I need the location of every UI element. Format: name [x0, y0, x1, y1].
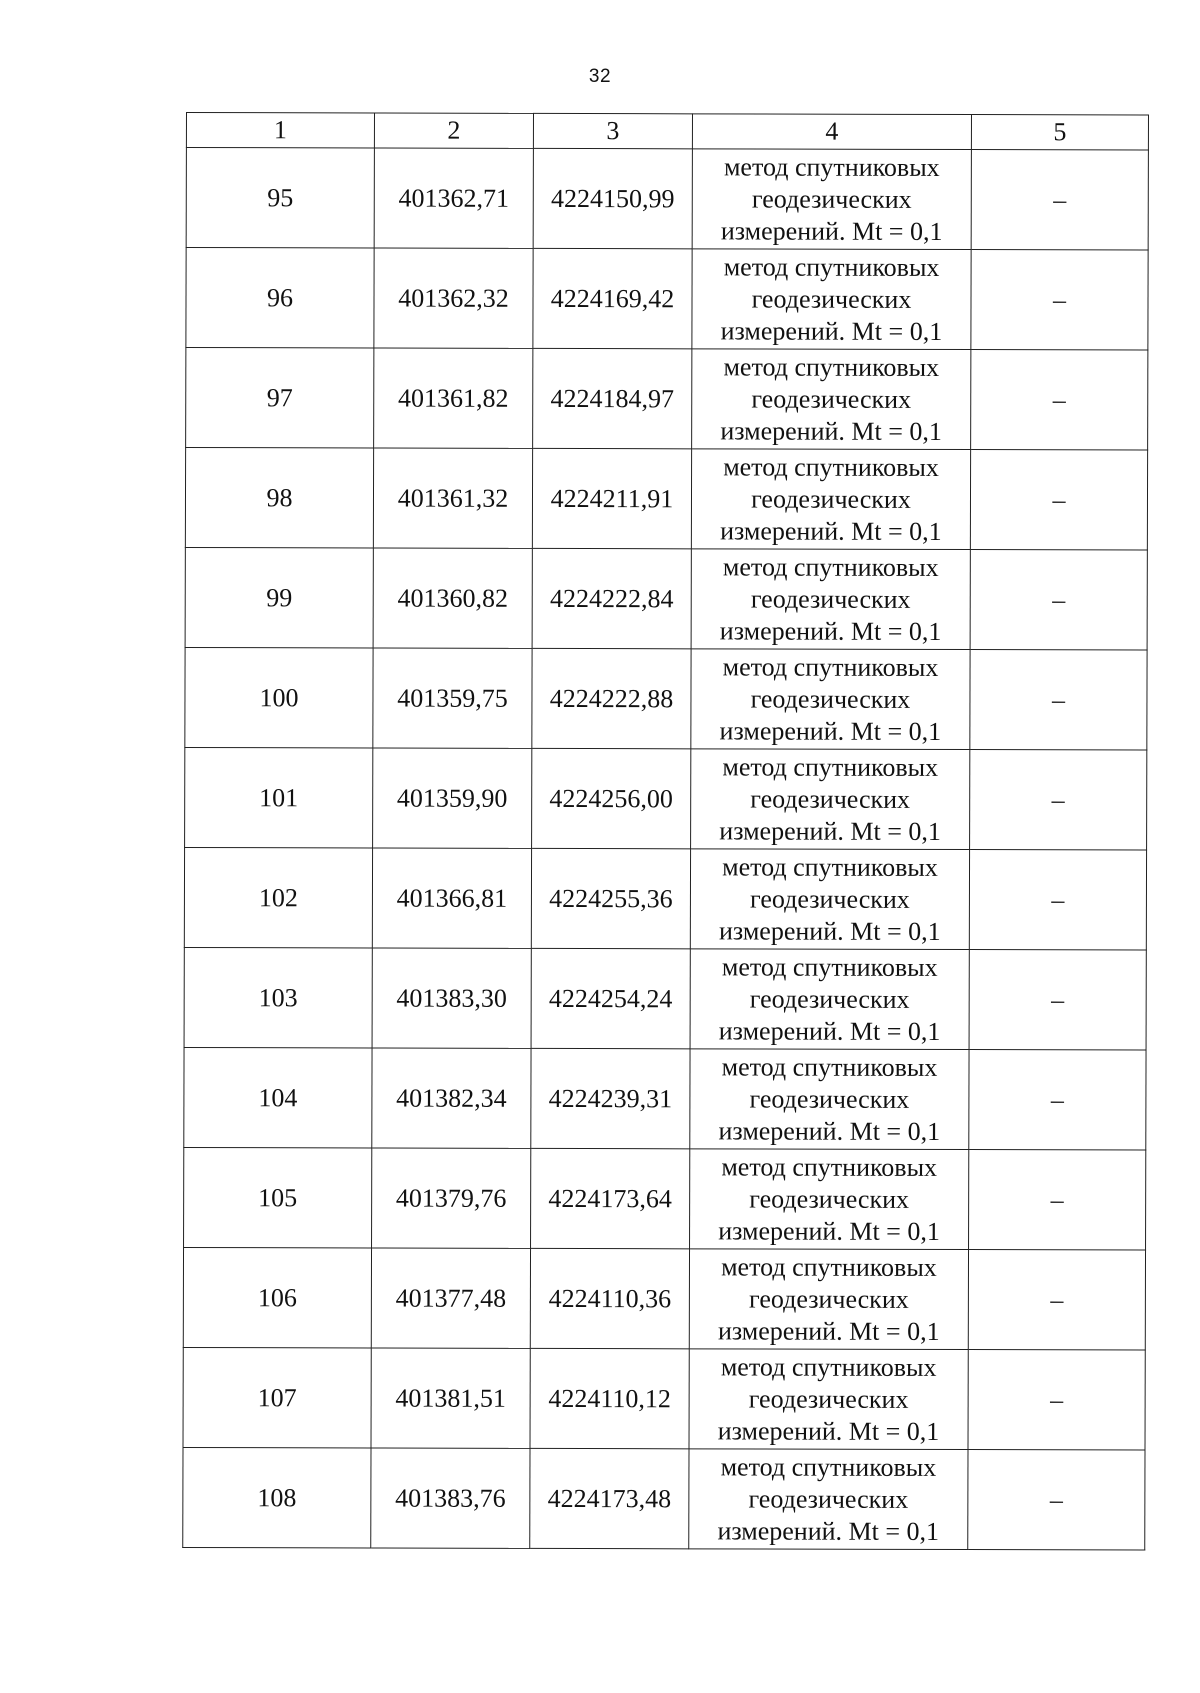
method-cell	[690, 949, 969, 1050]
note-cell: –	[971, 250, 1148, 350]
point-number-cell: 97	[186, 348, 374, 448]
y-coordinate-cell: 4224110,36	[530, 1248, 689, 1348]
x-coordinate-cell: 401361,32	[373, 448, 532, 548]
method-cell	[690, 1149, 969, 1250]
method-text-line: геодезических	[748, 1383, 909, 1414]
method-text-line: геодезических	[748, 1483, 909, 1514]
method-text-line: измерений. Mt = 0,1	[718, 1215, 940, 1246]
method-cell	[691, 549, 970, 650]
point-number-cell: 99	[185, 547, 373, 647]
table-row	[185, 547, 1147, 650]
method-text-line: метод спутниковых	[722, 751, 939, 782]
method-cell	[691, 649, 970, 750]
note-cell: –	[971, 150, 1148, 250]
note-cell: –	[969, 850, 1146, 950]
x-coordinate-cell: 401361,82	[374, 348, 533, 448]
table-row	[185, 448, 1147, 551]
method-cell	[689, 1249, 968, 1350]
method-cell	[690, 1049, 969, 1150]
method-text-line: измерений. Mt = 0,1	[720, 515, 942, 546]
method-text-line: метод спутниковых	[722, 851, 938, 882]
note-cell: –	[968, 1250, 1145, 1350]
method-text-line: геодезических	[750, 683, 911, 714]
coordinates-table	[182, 112, 1149, 1551]
x-coordinate-cell: 401360,82	[373, 548, 532, 648]
column-header-3: 3	[533, 113, 692, 148]
y-coordinate-cell: 4224222,84	[532, 548, 691, 648]
point-number-cell: 96	[186, 248, 374, 348]
method-cell	[692, 149, 971, 250]
x-coordinate-cell: 401383,30	[372, 948, 531, 1048]
column-header-2: 2	[374, 113, 533, 148]
point-number-cell: 104	[184, 1047, 372, 1147]
x-coordinate-cell: 401383,76	[371, 1448, 530, 1548]
x-coordinate-cell: 401359,75	[373, 648, 532, 748]
y-coordinate-cell: 4224150,99	[533, 148, 692, 248]
method-text-line: метод спутниковых	[723, 151, 940, 182]
method-text-line: измерений. Mt = 0,1	[720, 215, 943, 246]
method-text-line: метод спутниковых	[720, 1351, 937, 1382]
note-cell: –	[969, 1150, 1146, 1250]
y-coordinate-cell: 4224222,88	[532, 648, 691, 748]
note-cell: –	[969, 1050, 1146, 1150]
method-cell	[689, 1449, 968, 1550]
method-text-line: геодезических	[751, 183, 912, 214]
y-coordinate-cell: 4224173,64	[531, 1148, 690, 1248]
point-number-cell: 105	[184, 1147, 372, 1247]
y-coordinate-cell: 4224239,31	[531, 1048, 690, 1148]
y-coordinate-cell: 4224184,97	[533, 348, 692, 448]
method-text-line: геодезических	[749, 1083, 910, 1114]
y-coordinate-cell: 4224110,12	[530, 1348, 689, 1448]
point-number-cell: 108	[183, 1447, 371, 1547]
table-row	[186, 148, 1148, 251]
method-text-line: метод спутниковых	[721, 1151, 938, 1182]
table-row	[184, 1147, 1146, 1250]
method-text-line: метод спутниковых	[722, 551, 939, 582]
x-coordinate-cell: 401359,90	[373, 748, 532, 848]
method-text-line: измерений. Mt = 0,1	[717, 1315, 940, 1346]
table-row	[186, 348, 1148, 451]
table-row	[184, 947, 1146, 1050]
method-text-line: метод спутниковых	[723, 251, 940, 282]
point-number-cell: 101	[185, 747, 373, 847]
x-coordinate-cell: 401362,32	[374, 248, 533, 348]
point-number-cell: 95	[186, 148, 374, 248]
method-text-line: измерений. Mt = 0,1	[718, 1115, 941, 1146]
method-text-line: геодезических	[750, 883, 910, 914]
note-cell: –	[970, 750, 1147, 850]
method-text-line: измерений. Mt = 0,1	[718, 1015, 941, 1046]
point-number-cell: 98	[185, 448, 373, 548]
x-coordinate-cell: 401381,51	[371, 1348, 530, 1448]
page-number: 32	[588, 66, 612, 87]
table-row	[183, 1347, 1145, 1450]
table-row	[184, 847, 1146, 950]
method-cell	[690, 849, 969, 950]
point-number-cell: 106	[183, 1247, 371, 1347]
method-text-line: метод спутниковых	[721, 1251, 937, 1282]
method-text-line: геодезических	[750, 583, 911, 614]
method-cell	[692, 249, 971, 350]
method-text-line: измерений. Mt = 0,1	[719, 615, 942, 646]
method-text-line: измерений. Mt = 0,1	[719, 815, 941, 846]
column-header-4: 4	[692, 114, 971, 150]
table-row	[185, 747, 1147, 850]
method-text-line: метод спутниковых	[720, 1451, 937, 1482]
point-number-cell: 107	[183, 1347, 371, 1447]
point-number-cell: 102	[184, 847, 372, 947]
method-cell	[691, 449, 970, 550]
table-row	[183, 1447, 1145, 1550]
method-text-line: метод спутниковых	[721, 1051, 938, 1082]
note-cell: –	[968, 1350, 1145, 1450]
y-coordinate-cell: 4224211,91	[532, 448, 691, 548]
method-cell	[692, 349, 971, 450]
method-text-line: метод спутниковых	[723, 451, 939, 482]
x-coordinate-cell: 401382,34	[372, 1048, 531, 1148]
note-cell: –	[968, 1450, 1145, 1550]
point-number-cell: 100	[185, 647, 373, 747]
method-text-line: метод спутниковых	[722, 651, 939, 682]
table-header-row	[186, 113, 1148, 151]
column-header-1: 1	[186, 113, 374, 148]
method-text-line: геодезических	[748, 1283, 909, 1314]
method-text-line: геодезических	[749, 1183, 910, 1214]
method-text-line: геодезических	[749, 983, 910, 1014]
note-cell: –	[969, 950, 1146, 1050]
y-coordinate-cell: 4224169,42	[533, 248, 692, 348]
method-text-line: измерений. Mt = 0,1	[717, 1515, 940, 1546]
note-cell: –	[970, 450, 1147, 550]
method-text-line: измерений. Mt = 0,1	[719, 915, 941, 946]
table-row	[183, 1247, 1145, 1350]
table-row	[186, 248, 1148, 351]
x-coordinate-cell: 401362,71	[374, 148, 533, 248]
x-coordinate-cell: 401377,48	[371, 1248, 530, 1348]
note-cell: –	[971, 350, 1148, 450]
y-coordinate-cell: 4224173,48	[530, 1448, 689, 1548]
method-text-line: измерений. Mt = 0,1	[719, 715, 942, 746]
y-coordinate-cell: 4224254,24	[531, 948, 690, 1048]
method-cell	[691, 749, 970, 850]
x-coordinate-cell: 401379,76	[372, 1148, 531, 1248]
method-text-line: измерений. Mt = 0,1	[720, 415, 943, 446]
method-text-line: измерений. Mt = 0,1	[720, 315, 943, 346]
method-text-line: геодезических	[750, 783, 911, 814]
method-cell	[689, 1349, 968, 1450]
method-text-line: измерений. Mt = 0,1	[717, 1415, 940, 1446]
method-text-line: геодезических	[751, 283, 912, 314]
point-number-cell: 103	[184, 947, 372, 1047]
y-coordinate-cell: 4224256,00	[532, 748, 691, 848]
method-text-line: метод спутниковых	[721, 951, 938, 982]
table-header	[186, 113, 1148, 151]
note-cell: –	[970, 550, 1147, 650]
note-cell: –	[970, 650, 1147, 750]
method-text-line: геодезических	[751, 383, 912, 414]
table-row	[184, 1047, 1146, 1150]
y-coordinate-cell: 4224255,36	[531, 848, 690, 948]
method-text-line: метод спутниковых	[723, 351, 940, 382]
x-coordinate-cell: 401366,81	[372, 848, 531, 948]
method-text-line: геодезических	[751, 483, 911, 514]
column-header-5: 5	[971, 115, 1148, 150]
table-row	[185, 647, 1147, 750]
table-body	[183, 148, 1149, 1551]
